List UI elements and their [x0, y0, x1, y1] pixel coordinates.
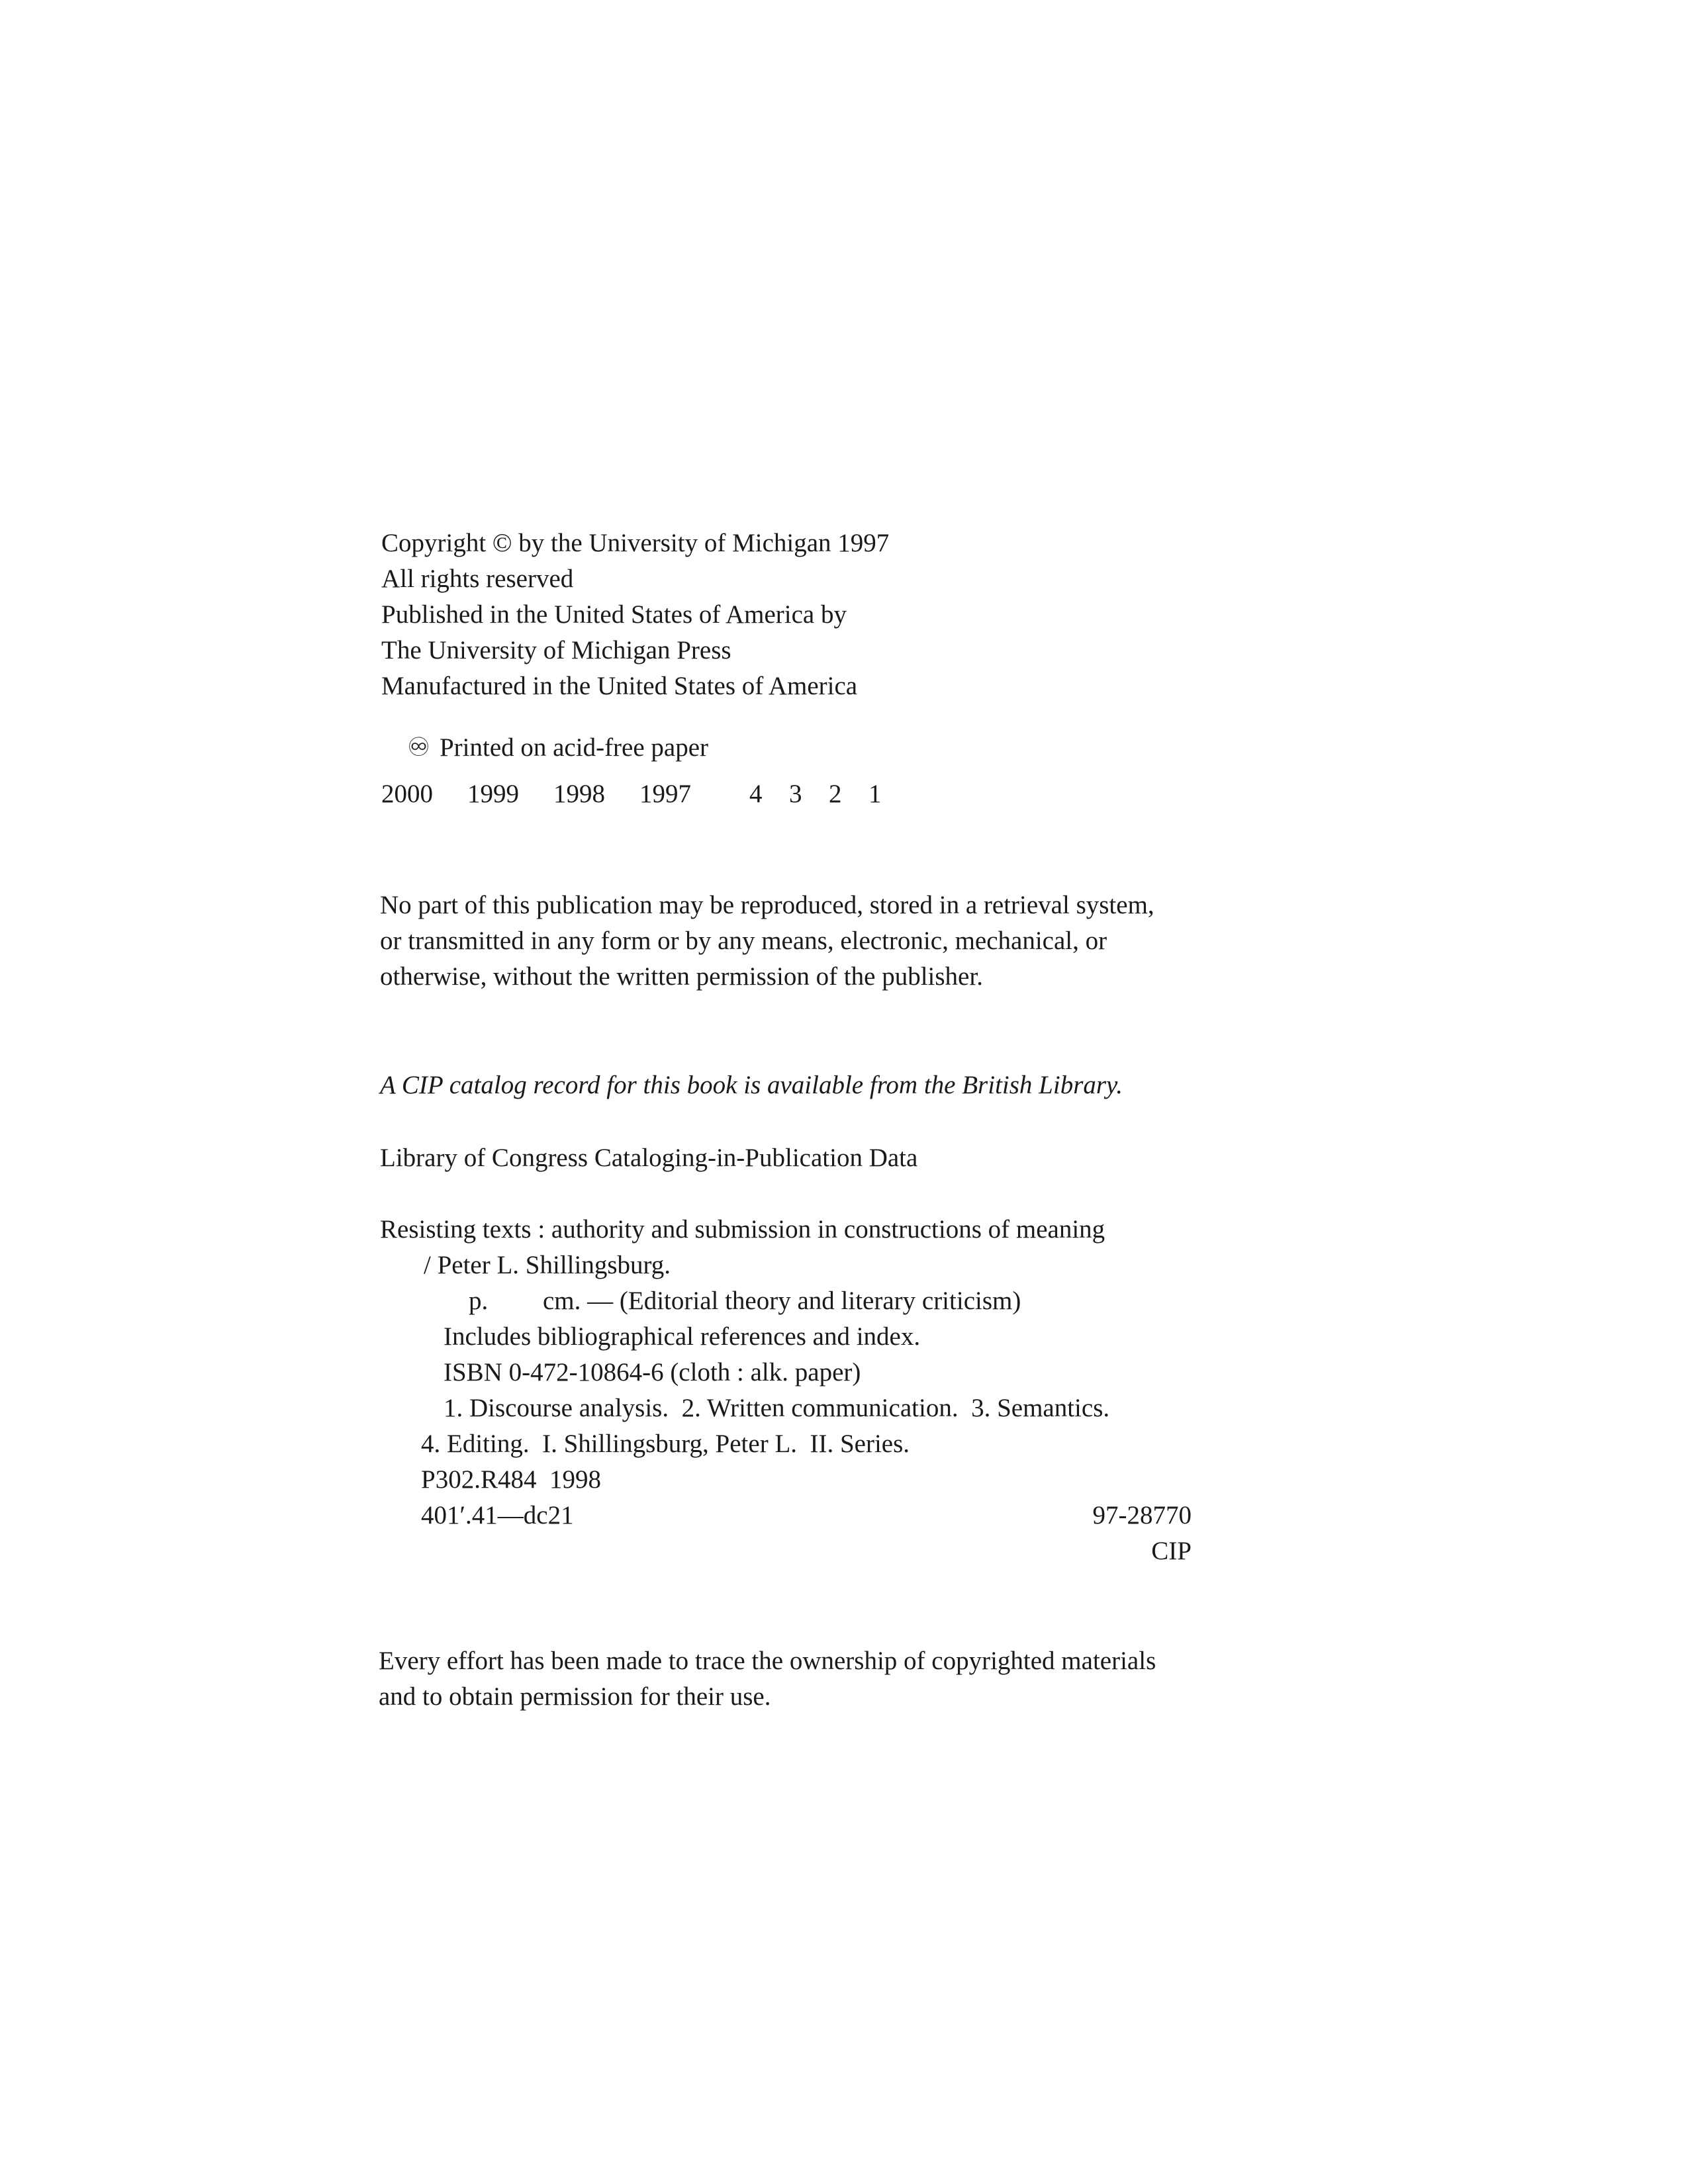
cip-subjects-2: 4. Editing. I. Shillingsburg, Peter L. II. Series. — [421, 1430, 910, 1458]
acid-free-paper-icon: ♾ — [407, 733, 430, 762]
cip-notes: Includes bibliographical references and index. — [444, 1322, 921, 1351]
published-in-line: Published in the United States of America by — [381, 600, 847, 629]
cip-pagination: p. — [469, 1287, 489, 1315]
printing-year-1998: 1998 — [553, 780, 605, 808]
cip-isbn: ISBN 0-472-10864-6 (cloth : alk. paper) — [444, 1358, 861, 1387]
manufactured-line: Manufactured in the United States of America — [381, 672, 858, 700]
impression-3: 3 — [789, 780, 802, 808]
closing-note-line-1: Every effort has been made to trace the ownership of copyrighted materials — [379, 1647, 1156, 1675]
closing-note-line-2: and to obtain permission for their use. — [379, 1682, 771, 1711]
rights-notice-line-3: otherwise, without the written permission of the publisher. — [380, 962, 983, 991]
acid-free-line — [381, 709, 708, 786]
impression-1: 1 — [868, 780, 882, 808]
printing-year-2000: 2000 — [381, 780, 433, 808]
copyright-line: Copyright © by the University of Michigan 1997 — [381, 529, 890, 557]
british-library-note: A CIP catalog record for this book is available from the British Library. — [380, 1071, 1123, 1099]
cip-dimensions-series: cm. — (Editorial theory and literary criticism) — [543, 1287, 1021, 1315]
rights-reserved-line: All rights reserved — [381, 565, 574, 593]
cip-author-line: / Peter L. Shillingsburg. — [424, 1251, 671, 1279]
acid-free-text: Printed on acid-free paper — [439, 733, 709, 762]
printing-year-1999: 1999 — [467, 780, 519, 808]
impression-4: 4 — [749, 780, 763, 808]
loc-cip-heading: Library of Congress Cataloging-in-Publication Data — [380, 1144, 918, 1172]
cip-lc-class: P302.R484 1998 — [421, 1465, 601, 1494]
publisher-name-line: The University of Michigan Press — [381, 636, 731, 664]
rights-notice-line-2: or transmitted in any form or by any means, electronic, mechanical, or — [380, 927, 1107, 955]
cip-label: CIP — [1151, 1537, 1192, 1565]
cip-subjects-1: 1. Discourse analysis. 2. Written communication. 3. Semantics. — [444, 1394, 1110, 1422]
rights-notice-line-1: No part of this publication may be reproduced, stored in a retrieval system, — [380, 891, 1154, 919]
cip-lccn: 97-28770 — [1092, 1501, 1192, 1529]
impression-2: 2 — [829, 780, 842, 808]
cip-title-line: Resisting texts : authority and submission in constructions of meaning — [380, 1215, 1105, 1244]
printing-year-1997: 1997 — [639, 780, 691, 808]
cip-dewey: 401′.41—dc21 — [421, 1501, 574, 1529]
